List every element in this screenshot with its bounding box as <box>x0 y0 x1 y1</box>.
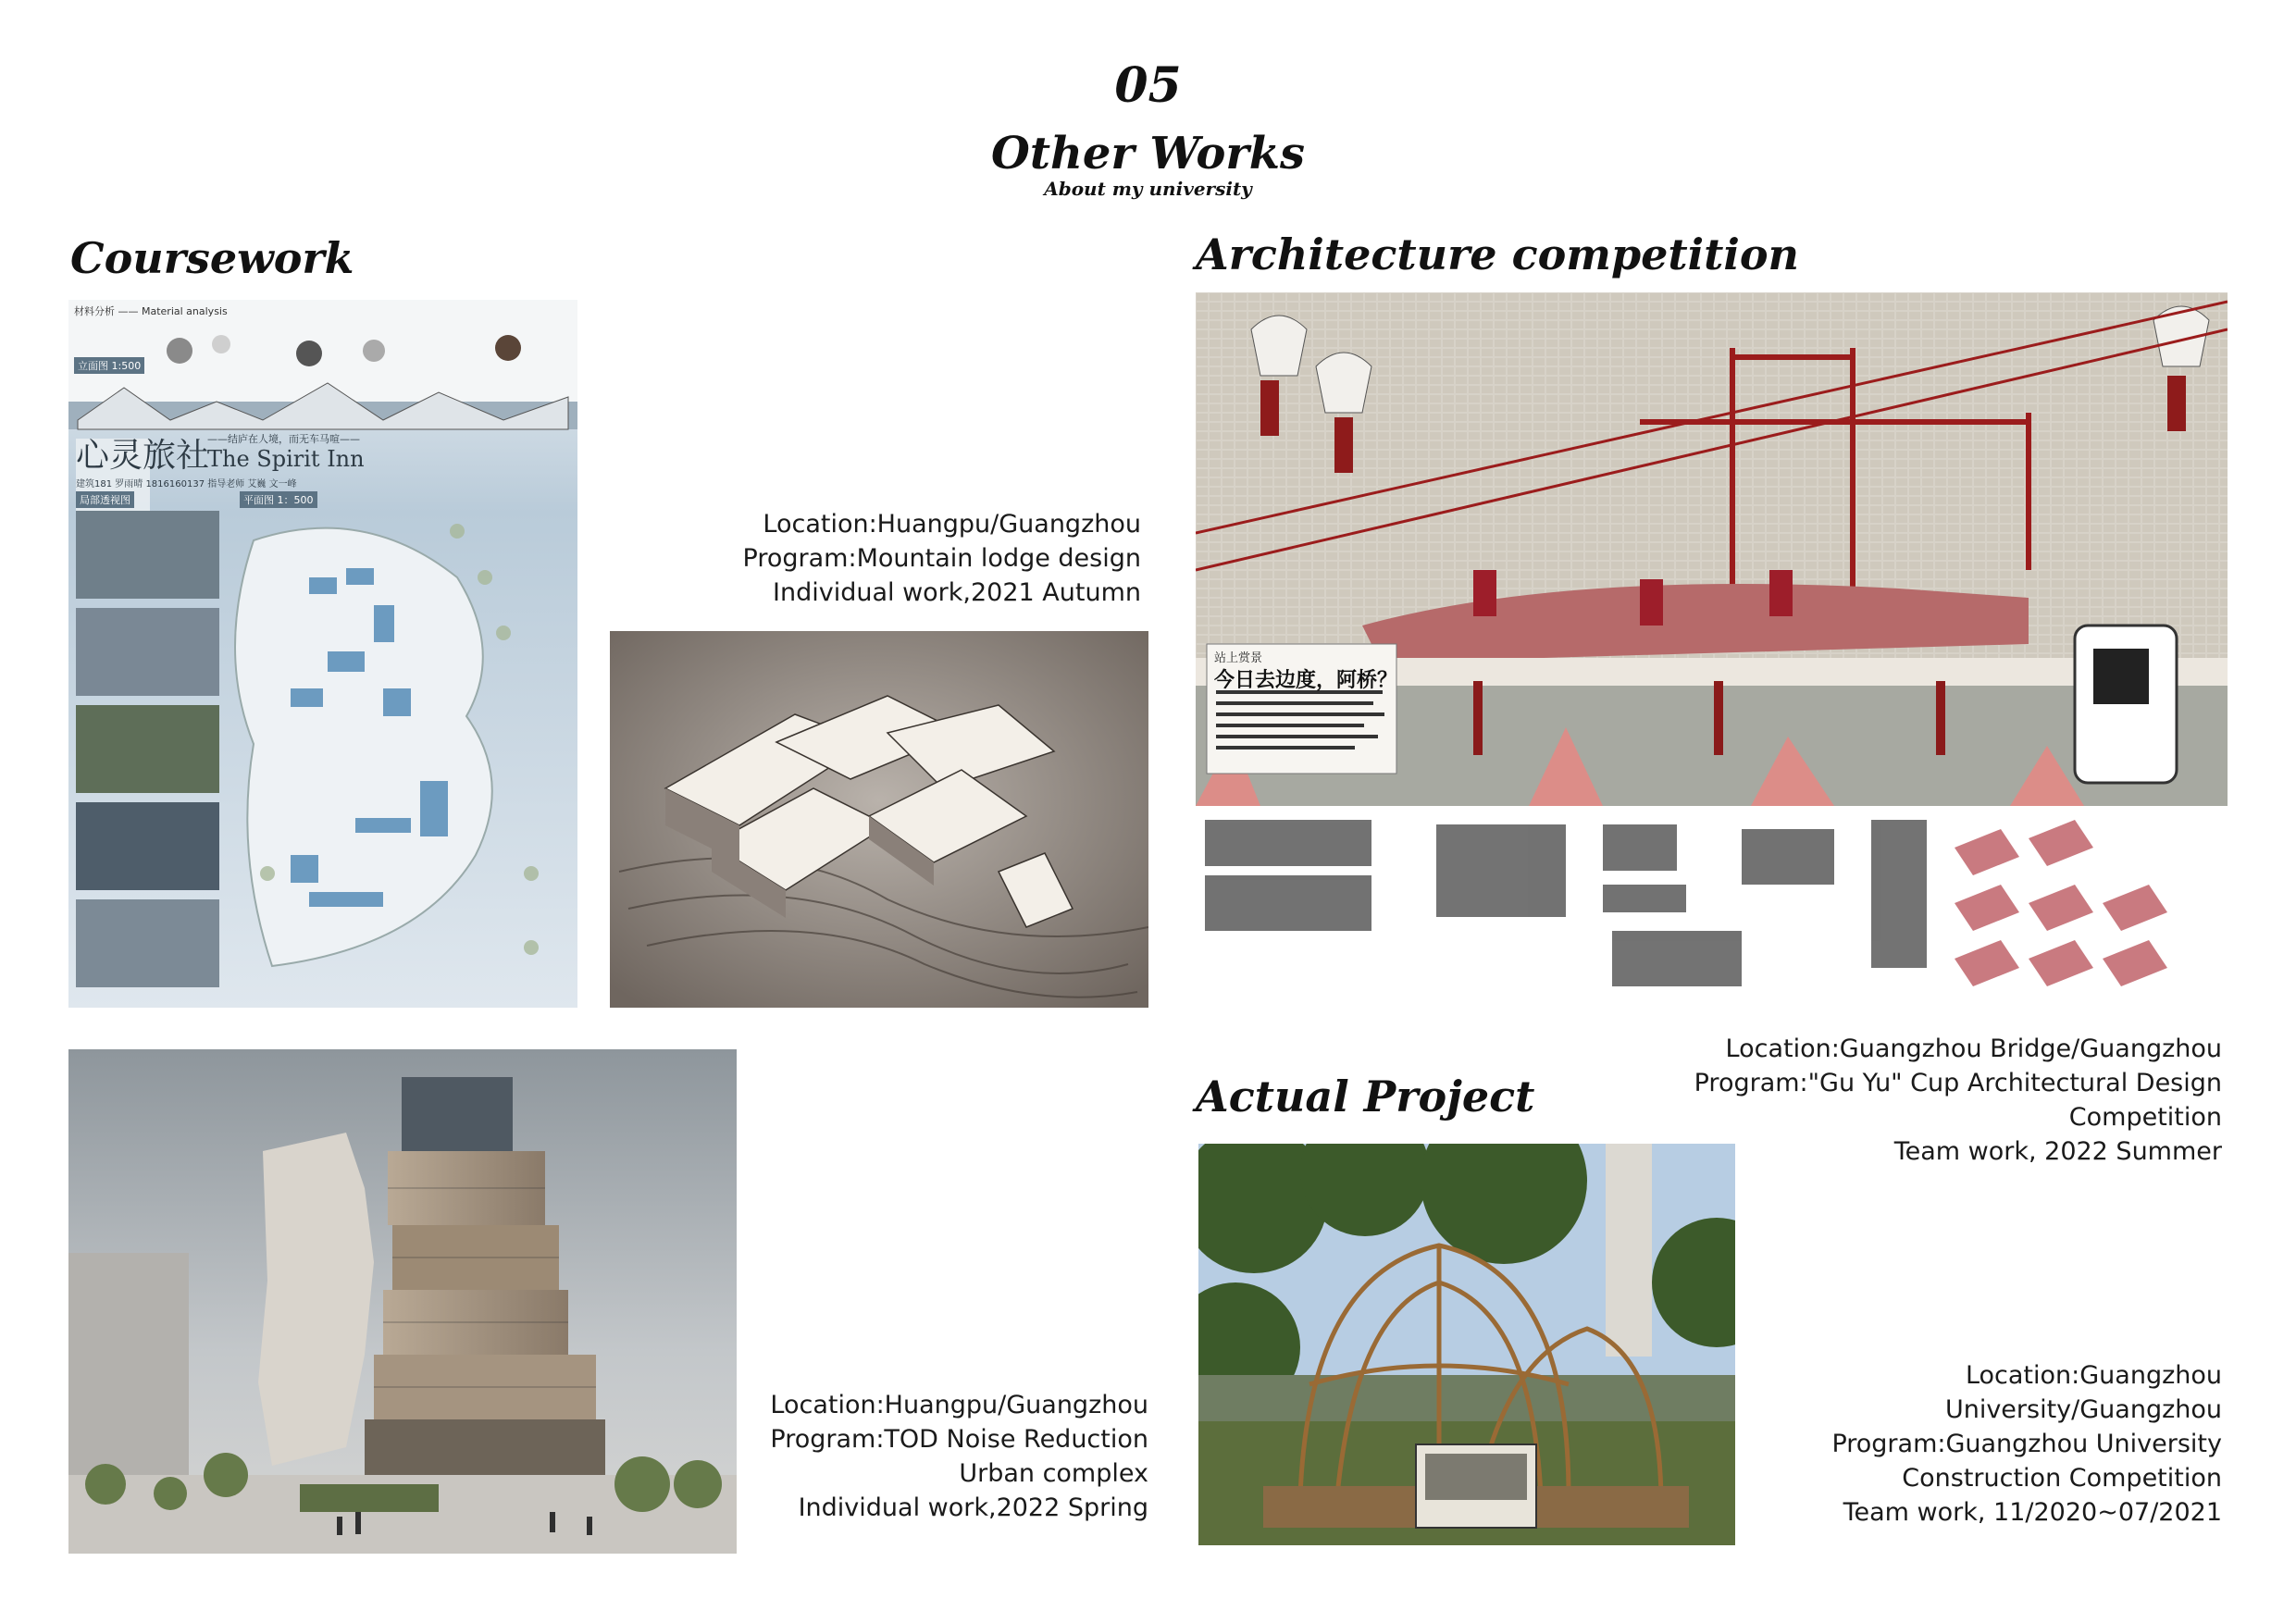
heading-coursework: Coursework <box>70 233 354 283</box>
heading-actual-project: Actual Project <box>1196 1072 1535 1121</box>
poster-author-line: 建筑181 罗雨晴 1816160137 指导老师 艾巍 文一峰 <box>76 479 297 489</box>
caption-line: Individual work,2021 Autumn <box>773 578 1141 607</box>
board-headline-small: 站上赏景 <box>1214 651 1263 665</box>
caption-line: Team work, 11/2020~07/2021 <box>1843 1498 2222 1527</box>
competition-board <box>1196 292 2228 1012</box>
poster-title-en: The Spirit Inn <box>207 446 365 472</box>
caption-line: University/Guangzhou <box>1944 1395 2222 1424</box>
pavilion-photo <box>1198 1144 1735 1545</box>
caption-line: Construction Competition <box>1902 1464 2222 1493</box>
poster-material-label: 材料分析 —— Material analysis <box>74 305 228 317</box>
caption-line: Program:Guangzhou University <box>1831 1430 2222 1458</box>
tod-urban-complex-render <box>68 1049 737 1554</box>
caption-line: Individual work,2022 Spring <box>798 1493 1148 1522</box>
caption-line: Urban complex <box>959 1459 1148 1488</box>
caption-tod <box>770 1388 1148 1525</box>
caption-line: Location:Guangzhou <box>1965 1361 2222 1390</box>
caption-lodge <box>743 507 1141 610</box>
caption-line: Location:Huangpu/Guangzhou <box>770 1391 1148 1419</box>
heading-architecture-competition: Architecture competition <box>1196 229 1799 279</box>
caption-line: Location:Huangpu/Guangzhou <box>763 510 1141 539</box>
caption-line: Program:Mountain lodge design <box>742 544 1141 573</box>
board-headline: 今日去边度，阿桥？ <box>1214 669 1398 692</box>
lodge-model-photo <box>610 631 1148 1008</box>
caption-line: Program:"Gu Yu" Cup Architectural Design <box>1694 1069 2222 1097</box>
caption-line: Competition <box>2068 1103 2222 1132</box>
page-subtitle: About my university <box>1044 178 1252 200</box>
caption-line: Location:Guangzhou Bridge/Guangzhou <box>1725 1035 2222 1063</box>
page-title: Other Works <box>991 128 1305 180</box>
poster-elevation-label: 立面图 1:500 <box>74 357 144 374</box>
poster-tagline: ——结庐在人境，而无车马喧—— <box>207 433 360 445</box>
caption-line: Program:TOD Noise Reduction <box>770 1425 1148 1454</box>
caption-actual <box>1831 1358 2222 1530</box>
section-number: 05 <box>1114 57 1182 114</box>
poster-title-cn: 心灵旅社 <box>76 437 210 475</box>
caption-competition <box>1694 1032 2222 1169</box>
poster-plan-label: 平面图 1：500 <box>240 491 317 508</box>
poster-perspective-label: 局部透视图 <box>76 491 134 508</box>
caption-line: Team work, 2022 Summer <box>1893 1137 2222 1166</box>
spirit-inn-poster <box>68 300 577 1008</box>
